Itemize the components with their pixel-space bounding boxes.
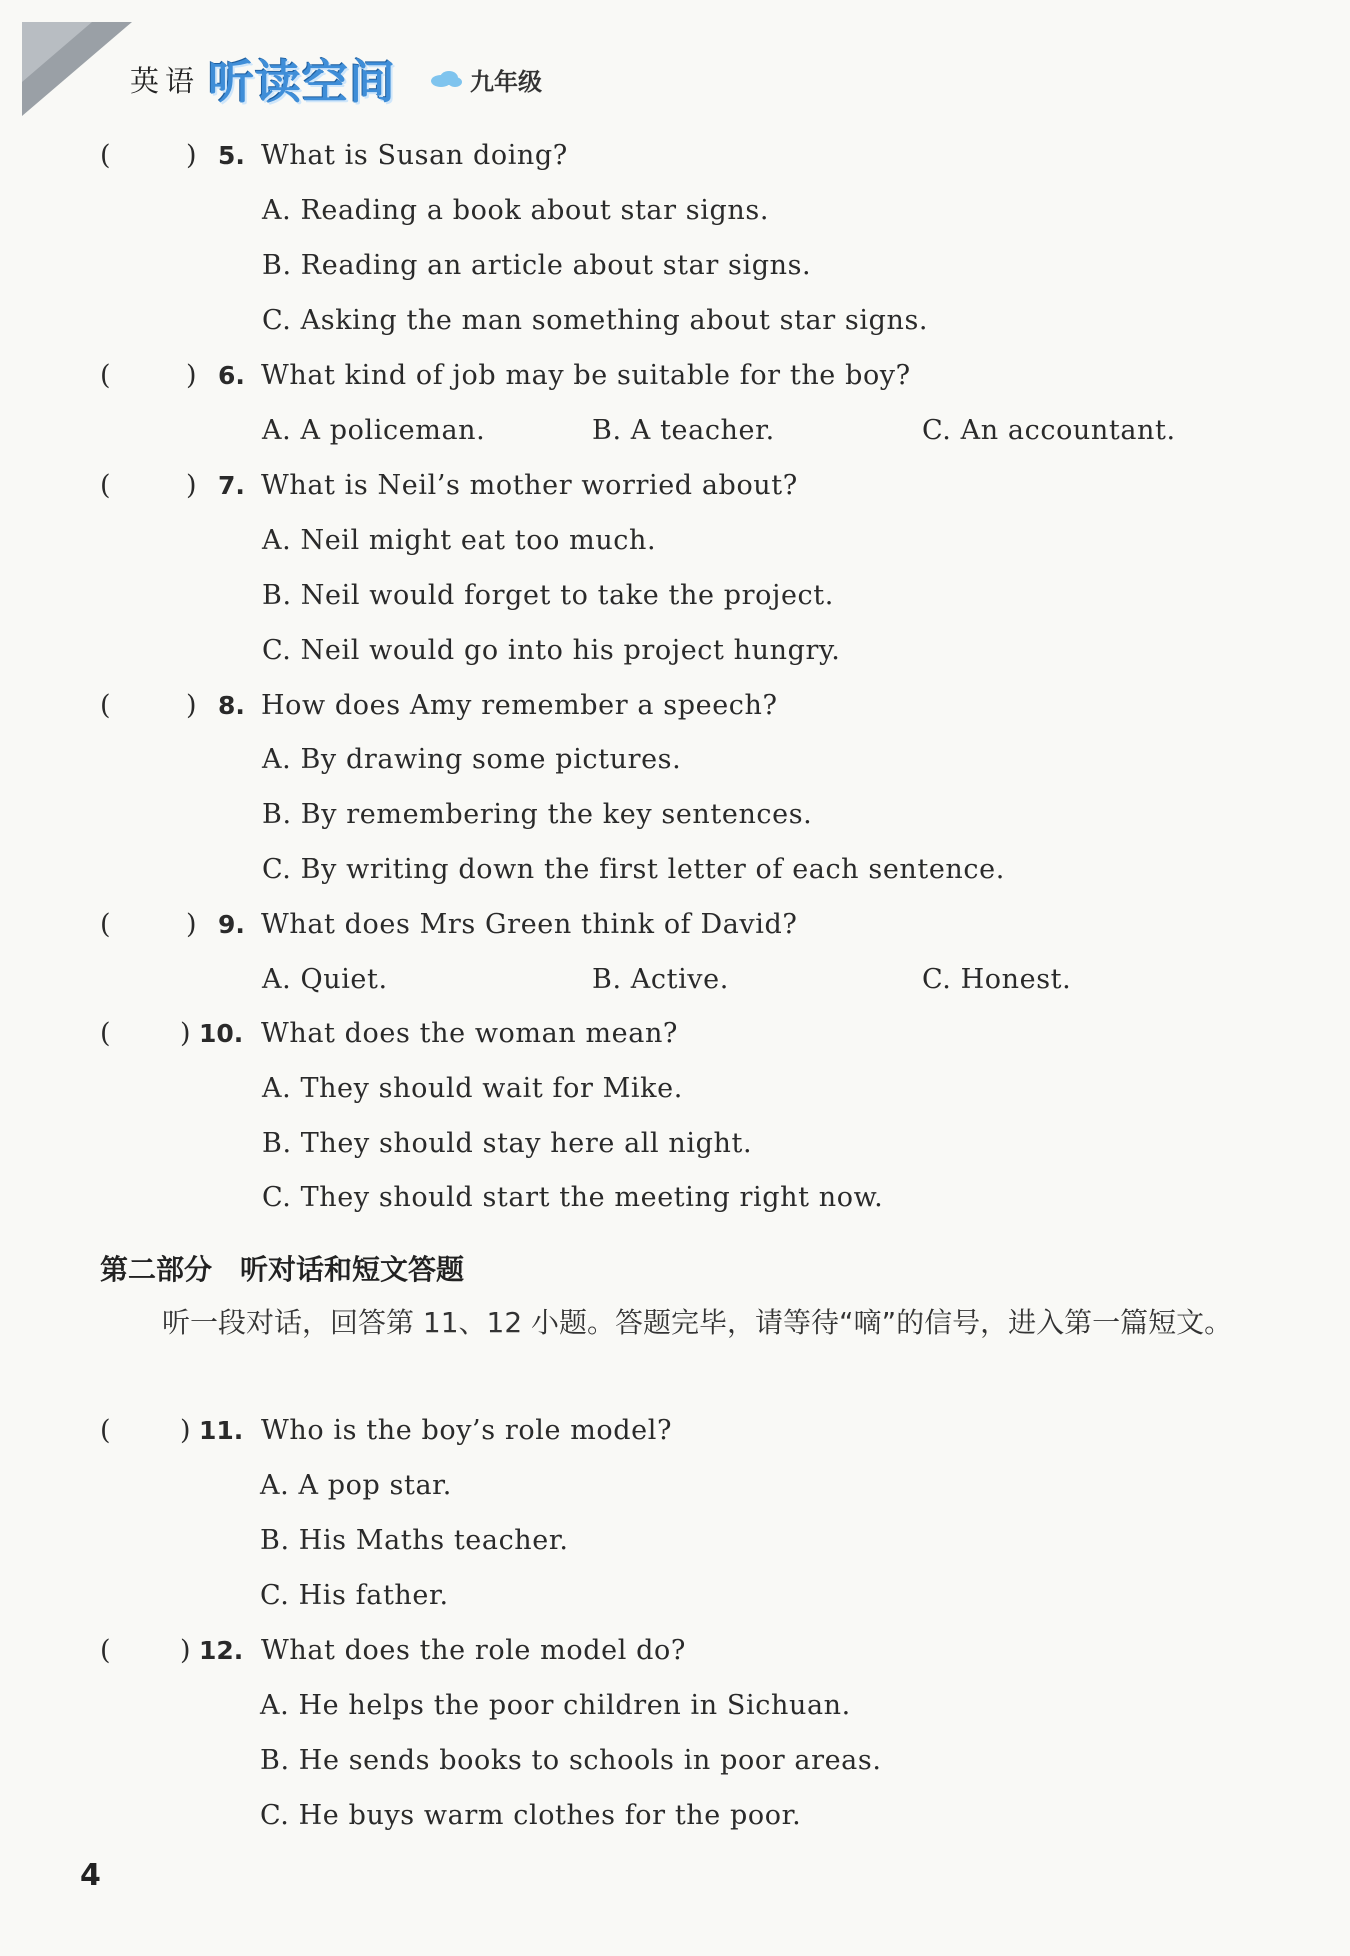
question-text: What does Mrs Green think of David? [261,909,798,940]
question-text: How does Amy remember a speech? [261,690,778,721]
question-5 [0,136,1350,176]
answer-paren-close: ) [180,1415,191,1446]
answer-paren-open: ( [100,140,111,171]
option-c: C. An accountant. [922,415,1176,446]
answer-paren-close: ) [180,1018,191,1049]
option-a: A. Quiet. [262,964,388,995]
option-b: B. Reading an article about star signs. [262,250,812,281]
question-text: What does the woman mean? [261,1018,679,1049]
option-b: B. His Maths teacher. [260,1525,569,1556]
question-number: 10. [199,1019,244,1048]
question-10 [0,1014,1350,1054]
answer-paren-close: ) [180,1635,191,1666]
question-number: 5. [218,141,245,170]
section-2-title: 第二部分 听对话和短文答题 [100,1253,465,1286]
option-a: A. By drawing some pictures. [262,744,682,775]
page-number: 4 [80,1858,101,1893]
option-c: C. Honest. [922,964,1072,995]
option-c: C. His father. [260,1580,449,1611]
answer-paren-open: ( [100,470,111,501]
question-text: What is Neil’s mother worried about? [261,470,798,501]
answer-paren-open: ( [100,1415,111,1446]
answer-paren-close: ) [186,360,197,391]
option-b: B. By remembering the key sentences. [262,799,813,830]
option-a: A. Reading a book about star signs. [262,195,770,226]
question-12 [0,1631,1350,1671]
option-a: A. They should wait for Mike. [262,1073,683,1104]
option-b: B. Active. [592,964,729,995]
header-subject: 英语 [130,63,201,98]
answer-paren-close: ) [186,470,197,501]
option-a: A. A policeman. [262,415,486,446]
option-b: B. He sends books to schools in poor areas. [260,1745,882,1776]
answer-paren-open: ( [100,1635,111,1666]
option-c: C. Neil would go into his project hungry. [262,635,841,666]
header-brand-logo: 听读空间 [208,55,397,109]
option-a: A. He helps the poor children in Sichuan. [260,1690,851,1721]
question-number: 6. [218,361,245,390]
option-b: B. They should stay here all night. [262,1128,753,1159]
question-11 [0,1411,1350,1451]
page-corner-decoration [22,22,132,116]
question-text: What does the role model do? [261,1635,686,1666]
question-9 [0,905,1350,945]
option-c: C. They should start the meeting right now. [262,1182,884,1213]
question-number: 11. [199,1416,244,1445]
answer-paren-open: ( [100,909,111,940]
cloud-icon [430,70,462,88]
option-c: C. Asking the man something about star signs. [262,305,929,336]
option-a: A. A pop star. [260,1470,452,1501]
option-c: C. By writing down the first letter of each sentence. [262,854,1005,885]
option-c: C. He buys warm clothes for the poor. [260,1800,802,1831]
answer-paren-open: ( [100,690,111,721]
header-grade: 九年级 [470,67,543,96]
answer-paren-close: ) [186,909,197,940]
question-text: What is Susan doing? [261,140,568,171]
option-b: B. A teacher. [592,415,775,446]
question-text: What kind of job may be suitable for the boy? [261,360,911,391]
question-8 [0,686,1350,726]
option-b: B. Neil would forget to take the project. [262,580,834,611]
answer-paren-open: ( [100,1018,111,1049]
answer-paren-open: ( [100,360,111,391]
section-2-instruction: 听一段对话，回答第 11、12 小题。答题完毕，请等待“嘀”的信号，进入第一篇短文。 [162,1306,1233,1339]
answer-paren-close: ) [186,690,197,721]
question-number: 9. [218,910,245,939]
question-number: 8. [218,691,245,720]
question-number: 7. [218,471,245,500]
option-a: A. Neil might eat too much. [262,525,657,556]
page-header [130,44,542,114]
question-6 [0,356,1350,396]
question-7 [0,466,1350,506]
answer-paren-close: ) [186,140,197,171]
question-text: Who is the boy’s role model? [261,1415,673,1446]
question-number: 12. [199,1636,244,1665]
